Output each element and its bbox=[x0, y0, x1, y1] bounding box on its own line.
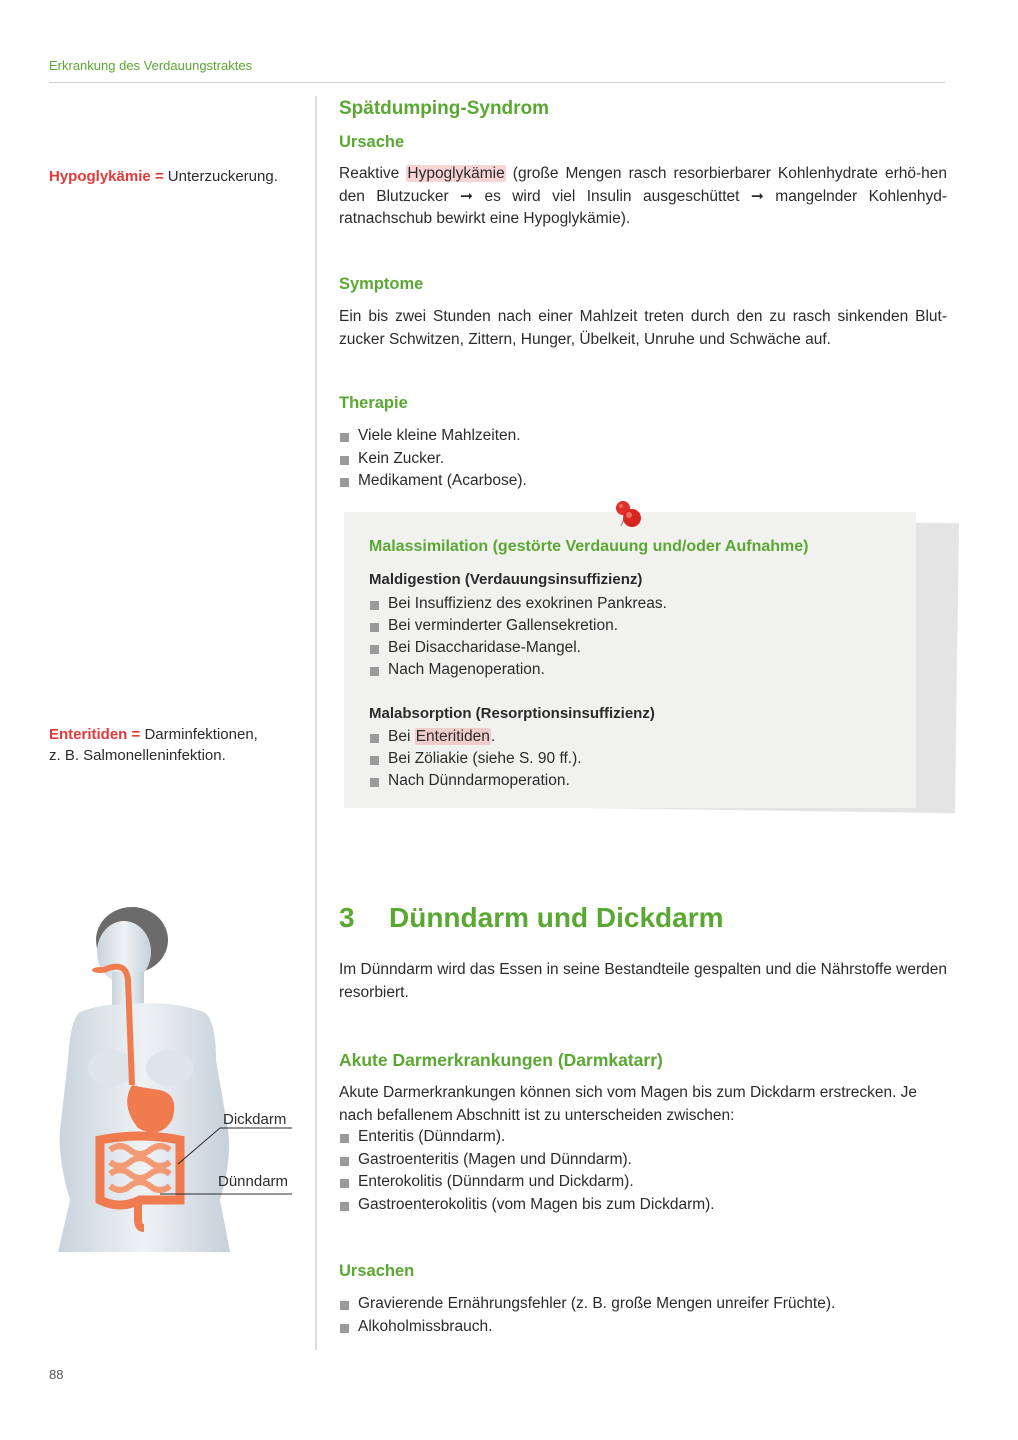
therapie-list bbox=[339, 425, 947, 493]
list-item: Bei verminderter Gallensekretion. bbox=[369, 615, 889, 637]
margin-definition-line2: z. B. Salmonelleninfektion. bbox=[49, 747, 226, 764]
list-item: Nach Dünndarmoperation. bbox=[369, 770, 889, 792]
text-run: (große Mengen rasch resorbierbarer Kohlenhydrate erhö-hen den Blutzucker ➞ es wird viel Insulin ausgeschüttet ➞ mangelnder Kohlenhyd-ratnachschub bewirkt eine Hypoglykämie). bbox=[339, 165, 947, 227]
margin-definition: Darminfektionen, bbox=[140, 726, 258, 743]
page-number: 88 bbox=[49, 1367, 64, 1382]
digestive-tract-illustration bbox=[40, 900, 300, 1255]
running-head: Erkrankung des Verdauungstraktes bbox=[49, 58, 253, 73]
header-divider bbox=[49, 82, 945, 83]
heading-symptome: Symptome bbox=[339, 275, 424, 293]
list-item bbox=[369, 726, 889, 748]
margin-note-hypoglykaemie bbox=[49, 166, 299, 187]
list-item: Alkoholmissbrauch. bbox=[339, 1316, 947, 1339]
list-item: Bei Zöliakie (siehe S. 90 ff.). bbox=[369, 748, 889, 770]
column-divider bbox=[315, 96, 317, 1350]
maldigestion-list bbox=[369, 593, 889, 681]
list-item: Enteritis (Dünndarm). bbox=[339, 1126, 947, 1149]
heading-ursache: Ursache bbox=[339, 133, 405, 151]
akute-paragraph: Akute Darmerkrankungen können sich vom Magen bis zum Dickdarm erstrecken. Je nach befallenem Abschnitt ist zu unterscheiden zwischen: bbox=[339, 1084, 918, 1124]
list-item: Bei Disaccharidase-Mangel. bbox=[369, 637, 889, 659]
text-run: Bei bbox=[388, 728, 415, 745]
list-item: Nach Magenoperation. bbox=[369, 659, 889, 681]
list-item: Gastroenteritis (Magen und Dünndarm). bbox=[339, 1149, 947, 1172]
list-item: Kein Zucker. bbox=[339, 448, 947, 471]
info-box-title: Malassimilation (gestörte Verdauung und/oder Aufnahme) bbox=[369, 538, 809, 555]
margin-note-enteritiden bbox=[49, 724, 299, 766]
malabsorption-list bbox=[369, 726, 889, 792]
section-title-spaetdumping: Spätdumping-Syndrom bbox=[339, 98, 550, 119]
highlight-hypoglykaemie: Hypoglykämie bbox=[407, 165, 505, 182]
malabsorption-heading: Malabsorption (Resorptionsinsuffizienz) bbox=[369, 705, 655, 722]
list-item: Gravierende Ernährungsfehler (z. B. große Mengen unreifer Früchte). bbox=[339, 1293, 947, 1316]
ursache-paragraph bbox=[339, 163, 947, 231]
list-item: Medikament (Acarbose). bbox=[339, 470, 947, 493]
heading-ursachen: Ursachen bbox=[339, 1262, 415, 1280]
chapter-title: Dünndarm und Dickdarm bbox=[389, 902, 724, 933]
list-item: Gastroenterokolitis (vom Magen bis zum Dickdarm). bbox=[339, 1194, 947, 1217]
akute-list bbox=[339, 1126, 947, 1216]
heading-therapie: Therapie bbox=[339, 394, 408, 412]
heading-akute-darmerkrankungen: Akute Darmerkrankungen (Darmkatarr) bbox=[339, 1050, 663, 1070]
text-run: Reaktive bbox=[339, 165, 407, 182]
list-item: Enterokolitis (Dünndarm und Dickdarm). bbox=[339, 1171, 947, 1194]
pushpin-icon bbox=[612, 497, 648, 533]
text-run: . bbox=[490, 728, 496, 745]
chapter-intro: Im Dünndarm wird das Essen in seine Bestandteile gespalten und die Nährstoffe werden resorbiert. bbox=[339, 961, 948, 1001]
anatomy-figure bbox=[40, 900, 300, 1255]
margin-term: Hypoglykämie = bbox=[49, 168, 164, 185]
margin-term: Enteritiden = bbox=[49, 726, 141, 743]
label-dickdarm: Dickdarm bbox=[223, 1111, 287, 1128]
label-duenndarm: Dünndarm bbox=[218, 1173, 289, 1190]
ursachen-list bbox=[339, 1293, 947, 1338]
chapter-number: 3 bbox=[339, 902, 355, 933]
list-item: Bei Insuffizienz des exokrinen Pankreas. bbox=[369, 593, 889, 615]
highlight-enteritiden: Enteritiden bbox=[415, 728, 490, 745]
maldigestion-heading: Maldigestion (Verdauungsinsuffizienz) bbox=[369, 571, 643, 588]
list-item: Viele kleine Mahlzeiten. bbox=[339, 425, 947, 448]
symptome-paragraph: Ein bis zwei Stunden nach einer Mahlzeit treten durch den zu rasch sinkenden Blut-zucker Schwitzen, Zittern, Hunger, Übelkeit, Unruhe und Schwäche auf. bbox=[339, 308, 947, 348]
margin-definition: Unterzuckerung. bbox=[163, 168, 278, 185]
